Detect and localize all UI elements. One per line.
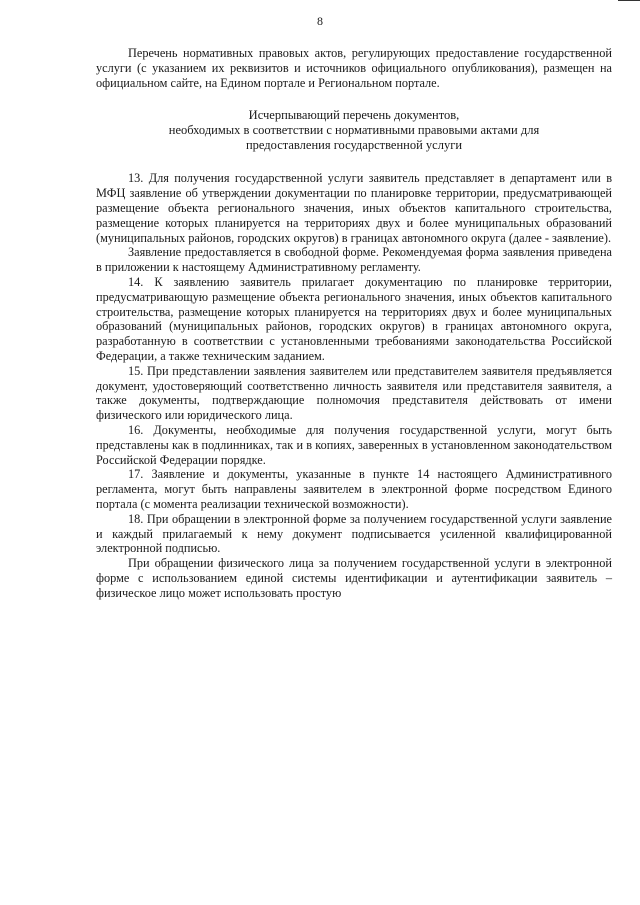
- paragraph-13-note: Заявление предоставляется в свободной форме. Рекомендуемая форма заявления приведена в приложении к настоящему Административному регламенту.: [96, 245, 612, 275]
- paragraph-17: 17. Заявление и документы, указанные в пункте 14 настоящего Административного регламента, могут быть направлены заявителем в электронной форме посредством Единого портала (с момента реализации технической возможности).: [96, 467, 612, 511]
- scan-edge-mark: [618, 0, 640, 1]
- paragraph-15: 15. При представлении заявления заявителем или представителем заявителя предъявляется документ, удостоверяющий соответственно личность заявителя или представителя заявителя, а также документы, подтверждающие полномочия представителя действовать от имени физического или юридического лица.: [96, 363, 612, 423]
- paragraph-14: 14. К заявлению заявитель прилагает документацию по планировке территории, предусматривающую размещение объекта регионального значения, иных объектов капитального строительства, размещение которых планируется на территориях двух и более муниципальных образований (муниципальных районов, городских округов) в границах автономного округа, разработанную в соответствии с установленными требованиями законодательства Российской Федерации, а также техническим заданием.: [96, 274, 612, 363]
- section-heading-line: Исчерпывающий перечень документов,: [248, 108, 460, 123]
- paragraph-13: 13. Для получения государственной услуги заявитель представляет в департамент или в МФЦ заявление об утверждении документации по планировке территории, предусматривающей размещение объекта регионального значения, иных объектов капитального строительства, размещение которых планируется на территориях двух и более муниципальных образований (муниципальных районов, городских округов) в границах автономного округа (далее - заявление).: [96, 171, 612, 245]
- paragraph-18: 18. При обращении в электронной форме за получением государственной услуги заявление и каждый прилагаемый к нему документ подписывается усиленной квалифицированной электронной подписью.: [96, 511, 612, 556]
- intro-paragraph: Перечень нормативных правовых актов, регулирующих предоставление государственной услуги (с указанием их реквизитов и источников официального опубликования), размещен на официальном сайте, на Едином портале и Региональном портале.: [96, 46, 612, 90]
- paragraph-18-continued: При обращении физического лица за получением государственной услуги в электронной форме с использованием единой системы идентификации и аутентификации заявитель – физическое лицо может использовать простую: [96, 556, 612, 600]
- section-heading-line: предоставления государственной услуги: [245, 138, 463, 153]
- section-heading: [96, 108, 612, 153]
- section-heading-line: необходимых в соответствии с нормативными правовыми актами для: [168, 123, 540, 138]
- page-number: 8: [317, 14, 323, 28]
- document-body: [96, 46, 612, 601]
- paragraph-16: 16. Документы, необходимые для получения государственной услуги, могут быть представлены как в подлинниках, так и в копиях, заверенных в установленном законодательством Российской Федерации порядке.: [96, 422, 612, 467]
